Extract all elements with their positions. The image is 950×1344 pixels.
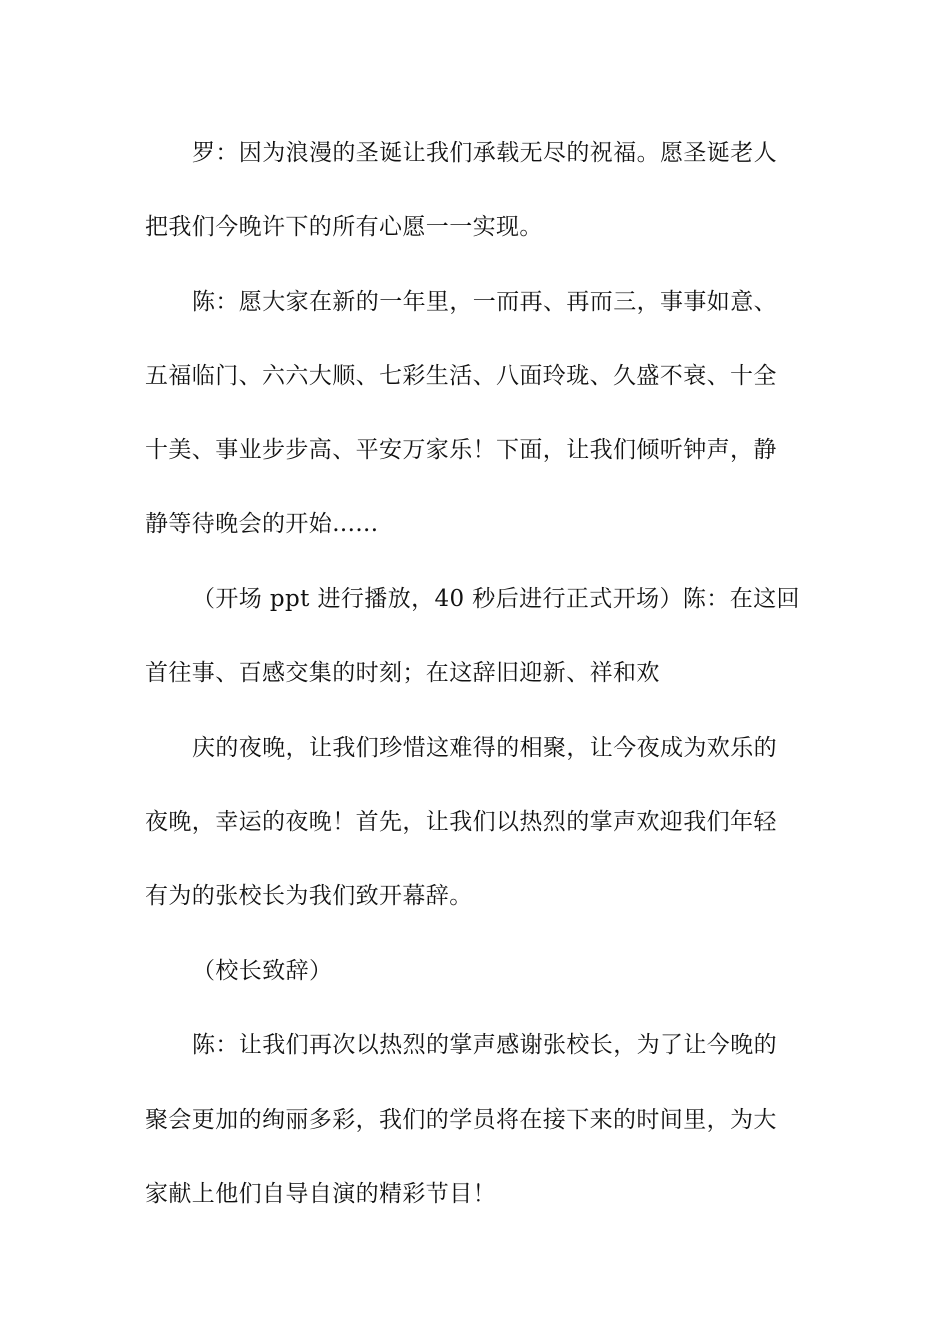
text-line: 家献上他们自导自演的精彩节目！ — [145, 1181, 496, 1207]
text-line: 把我们今晚许下的所有心愿一一实现。 — [145, 214, 543, 240]
text-line: 五福临门、六六大顺、七彩生活、八面玲珑、久盛不衰、十全 — [145, 363, 777, 389]
text-line: 十美、事业步步高、平安万家乐！下面，让我们倾听钟声，静 — [145, 437, 777, 463]
text-line: 首往事、百感交集的时刻；在这辞旧迎新、祥和欢 — [145, 660, 660, 686]
text-line: 陈：让我们再次以热烈的掌声感谢张校长，为了让今晚的 — [192, 1032, 777, 1058]
text-line: （开场 ppt 进行播放，40 秒后进行正式开场）陈：在这回 — [192, 586, 800, 612]
text-line: （校长致辞） — [192, 958, 333, 984]
text-line: 静等待晚会的开始...... — [145, 511, 379, 537]
text-line: 夜晚，幸运的夜晚！首先，让我们以热烈的掌声欢迎我们年轻 — [145, 809, 777, 835]
text-line: 聚会更加的绚丽多彩，我们的学员将在接下来的时间里，为大 — [145, 1107, 777, 1133]
text-line: 罗：因为浪漫的圣诞让我们承载无尽的祝福。愿圣诞老人 — [192, 140, 777, 166]
text-line: 陈：愿大家在新的一年里，一而再、再而三，事事如意、 — [192, 289, 777, 315]
text-line: 庆的夜晚，让我们珍惜这难得的相聚，让今夜成为欢乐的 — [192, 735, 777, 761]
text-line: 有为的张校长为我们致开幕辞。 — [145, 883, 473, 909]
